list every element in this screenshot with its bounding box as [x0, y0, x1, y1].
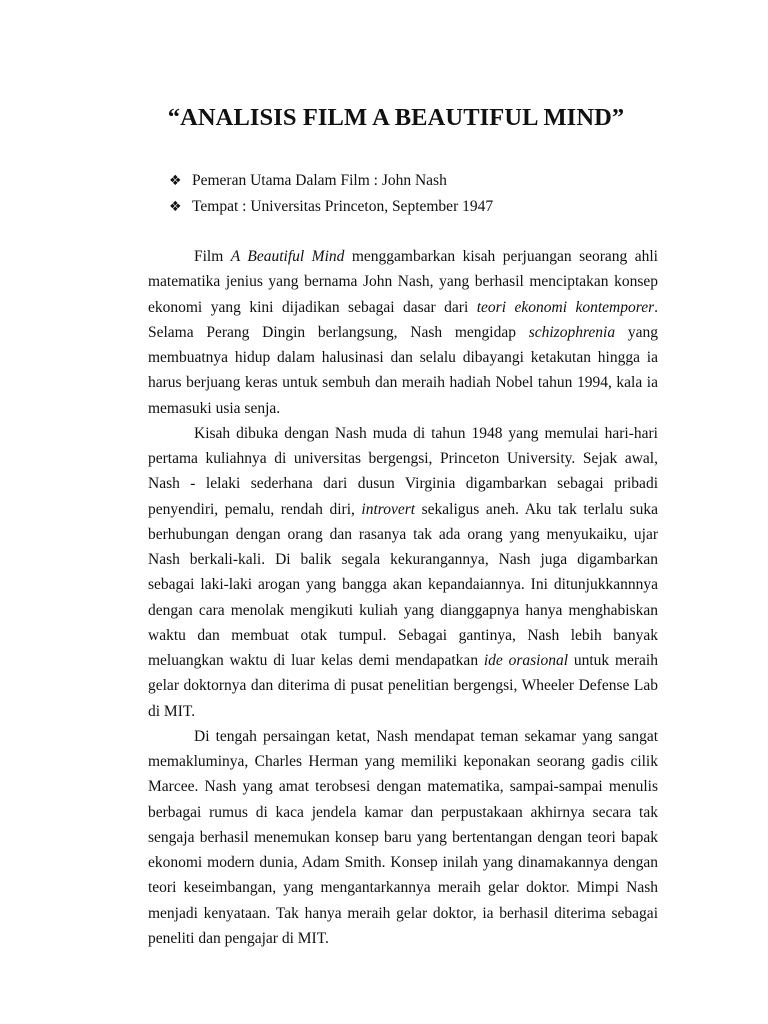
bullet-item-main-cast [169, 168, 493, 194]
italic-text-run: teori ekonomi kontemporer [476, 298, 655, 316]
text-run: menggambarkan kisah perjuangan seorang ahli matematika jenius yang bernama John Nash, yang berhasil menciptakan konsep ekonomi yang kini dijadikan sebagai dasar dari [148, 248, 658, 316]
italic-text-run: introvert [361, 500, 416, 518]
text-run: . Selama Perang Dingin berlangsung, Nash mengidap [148, 298, 658, 341]
bullet-text: Pemeran Utama Dalam Film : John Nash [192, 172, 447, 189]
text-run: yang membuatnya hidup dalam halusinasi dan selalu dibayangi ketakutan hingga ia harus berjuang keras untuk sembuh dan meraih hadiah Nobel tahun 1994, kala ia memasuki usia senja. [148, 323, 658, 417]
info-bullet-list [169, 168, 493, 220]
italic-text-run: schizophrenia [528, 323, 616, 341]
text-run: Kisah dibuka dengan Nash muda di tahun 1948 yang memulai hari-hari pertama kuliahnya di universitas bergengsi, Princeton University. Sejak awal, Nash - lelaki sederhana dari dusun Virginia digambarkan sebagai pribadi penyendiri, pemalu, rendah diri, [148, 424, 658, 518]
text-run: Film [194, 248, 231, 265]
document-body [148, 244, 658, 951]
diamond-bullet-icon: ❖ [169, 199, 182, 215]
text-run: Di tengah persaingan ketat, Nash mendapat teman sekamar yang sangat memakluminya, Charles Herman yang memiliki keponakan seorang gadis cilik Marcee. Nash yang amat terobsesi dengan matematika, sampai-sampai menulis berbagai rumus di kaca jendela kamar dan perpustakaan akhirnya secara tak sengaja berhasil menemukan konsep baru yang bertentangan dengan teori bapak ekonomi modern dunia, Adam Smith. Konsep inilah yang dinamakannya dengan teori keseimbangan, yang mengantarkannya meraih gelar doktor. Mimpi Nash menjadi kenyataan. Tak hanya meraih gelar doktor, ia berhasil diterima sebagai peneliti dan pengajar di MIT. [148, 727, 658, 947]
italic-text-run: A Beautiful Mind [230, 248, 345, 265]
paragraph [148, 421, 658, 724]
document-title: “ANALISIS FILM A BEAUTIFUL MIND” [167, 104, 625, 131]
bullet-text: Tempat : Universitas Princeton, September 1947 [192, 198, 494, 215]
text-run: sekaligus aneh. Aku tak terlalu suka berhubungan dengan orang dan rasanya tak ada orang yang menyukaiku, ujar Nash berkali-kali. Di balik segala kekurangannya, Nash juga digambarkan sebagai laki-laki arogan yang bangga akan kepandaiannya. Ini ditunjukkannnya dengan cara menolak mengikuti kuliah yang dianggapnya hanya menghabiskan waktu dan membuat otak tumpul. Sebagai gantinya, Nash lebih banyak meluangkan waktu di luar kelas demi mendapatkan [148, 500, 658, 669]
italic-text-run: ide orasional [483, 652, 569, 669]
text-run: untuk meraih gelar doktornya dan diterima di pusat penelitian bergengsi, Wheeler Defense Lab di MIT. [148, 652, 658, 720]
paragraph [148, 244, 658, 421]
paragraph [148, 724, 658, 951]
diamond-bullet-icon: ❖ [169, 173, 182, 189]
bullet-item-setting [169, 194, 493, 220]
